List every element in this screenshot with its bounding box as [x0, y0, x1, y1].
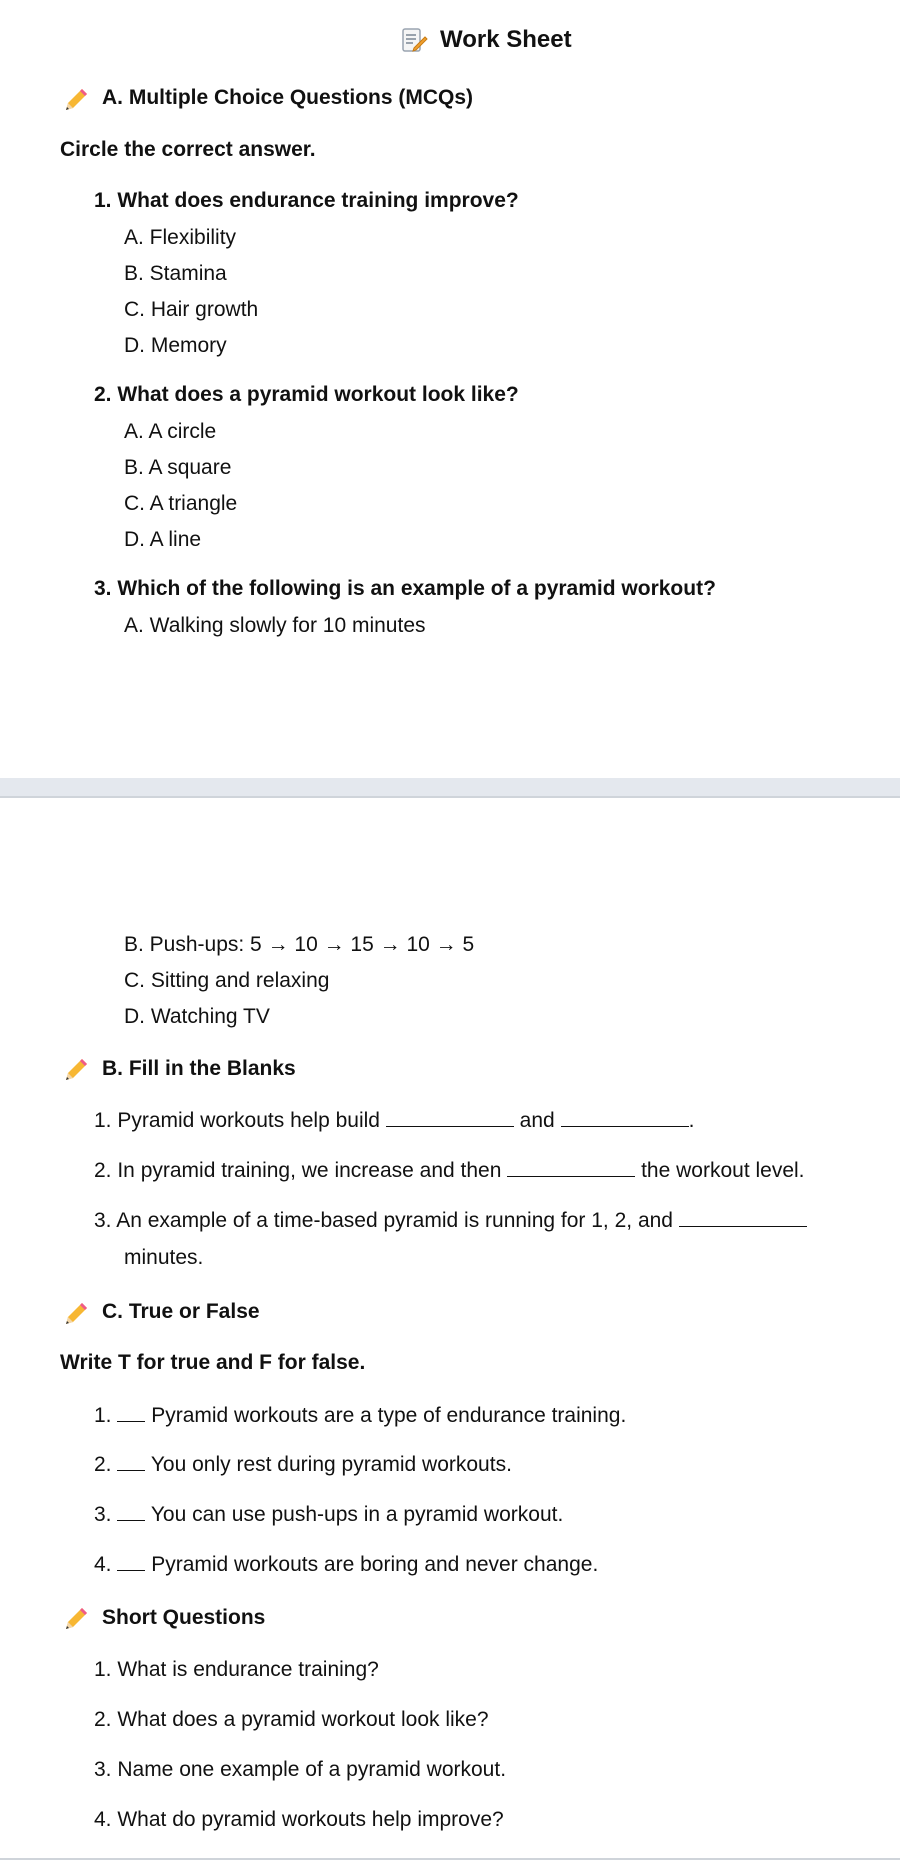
mcq-option: C. Sitting and relaxing	[124, 969, 330, 992]
mcq-question: 3. Which of the following is an example of a pyramid workout?	[94, 577, 716, 600]
answer-blank	[117, 1569, 145, 1571]
mcq-option: C. Hair growth	[124, 298, 259, 321]
answer-blank	[117, 1469, 145, 1471]
mcq-option: D. A line	[124, 528, 202, 551]
answer-blank	[561, 1125, 689, 1127]
section-b-heading: B. Fill in the Blanks	[102, 1057, 296, 1080]
answer-blank	[679, 1225, 807, 1227]
true-false-item	[94, 1553, 598, 1577]
section-c-heading: C. True or False	[102, 1300, 260, 1323]
true-false-item	[94, 1453, 512, 1477]
mcq-question: 1. What does endurance training improve?	[94, 189, 519, 212]
section-d-heading: Short Questions	[102, 1606, 266, 1629]
mcq-option: A. Flexibility	[124, 226, 237, 249]
pencil-icon	[62, 1605, 90, 1633]
answer-blank	[507, 1175, 635, 1177]
page-break-divider	[0, 796, 900, 798]
fill-blank-text: 3. An example of a time-based pyramid is running for 1, 2, and	[94, 1209, 673, 1232]
item-text: You only rest during pyramid workouts.	[150, 1453, 512, 1476]
fill-blank-item	[94, 1159, 805, 1183]
short-question: 1. What is endurance training?	[94, 1658, 379, 1681]
mcq-option: D. Watching TV	[124, 1005, 270, 1028]
mcq-question: 2. What does a pyramid workout look like?	[94, 383, 519, 406]
true-false-item	[94, 1404, 626, 1428]
answer-blank	[386, 1125, 514, 1127]
short-question: 2. What does a pyramid workout look like?	[94, 1708, 489, 1731]
pencil-icon	[62, 86, 90, 114]
fill-blank-text: 2. In pyramid training, we increase and then	[94, 1159, 502, 1182]
item-number: 4.	[94, 1553, 112, 1576]
page-bottom-divider	[0, 1858, 900, 1860]
memo-icon	[400, 26, 428, 54]
fill-blank-text: the workout level.	[641, 1159, 805, 1182]
section-a-heading: A. Multiple Choice Questions (MCQs)	[102, 86, 474, 109]
item-text: Pyramid workouts are boring and never change.	[151, 1553, 599, 1576]
true-false-item	[94, 1503, 563, 1527]
mcq-option: B. A square	[124, 456, 232, 479]
mcq-option: A. A circle	[124, 420, 217, 443]
item-number: 3.	[94, 1503, 112, 1526]
short-question: 3. Name one example of a pyramid workout.	[94, 1758, 507, 1781]
mcq-option: A. Walking slowly for 10 minutes	[124, 614, 426, 637]
section-c-instruction: Write T for true and F for false.	[60, 1351, 366, 1374]
pencil-icon	[62, 1300, 90, 1328]
fill-blank-item	[94, 1109, 694, 1133]
fill-blank-text: and	[519, 1109, 555, 1132]
mcq-option: D. Memory	[124, 334, 227, 357]
answer-blank	[117, 1519, 145, 1521]
answer-blank	[117, 1420, 145, 1422]
fill-blank-text: minutes.	[124, 1246, 204, 1269]
fill-blank-item	[94, 1209, 807, 1233]
section-a-instruction: Circle the correct answer.	[60, 138, 316, 161]
fill-blank-text: .	[688, 1109, 695, 1132]
mcq-option: C. A triangle	[124, 492, 238, 515]
page-title: Work Sheet	[440, 26, 572, 53]
pencil-icon	[62, 1056, 90, 1084]
short-question: 4. What do pyramid workouts help improve?	[94, 1808, 504, 1831]
mcq-option: B. Stamina	[124, 262, 227, 285]
fill-blank-text: 1. Pyramid workouts help build	[94, 1109, 380, 1132]
mcq-option: B. Push-ups: 5 → 10 → 15 → 10 → 5	[124, 933, 475, 956]
item-number: 2.	[94, 1453, 112, 1476]
page-break	[0, 778, 900, 796]
item-text: You can use push-ups in a pyramid workout.	[150, 1503, 564, 1526]
item-number: 1.	[94, 1404, 112, 1427]
item-text: Pyramid workouts are a type of endurance training.	[151, 1404, 627, 1427]
